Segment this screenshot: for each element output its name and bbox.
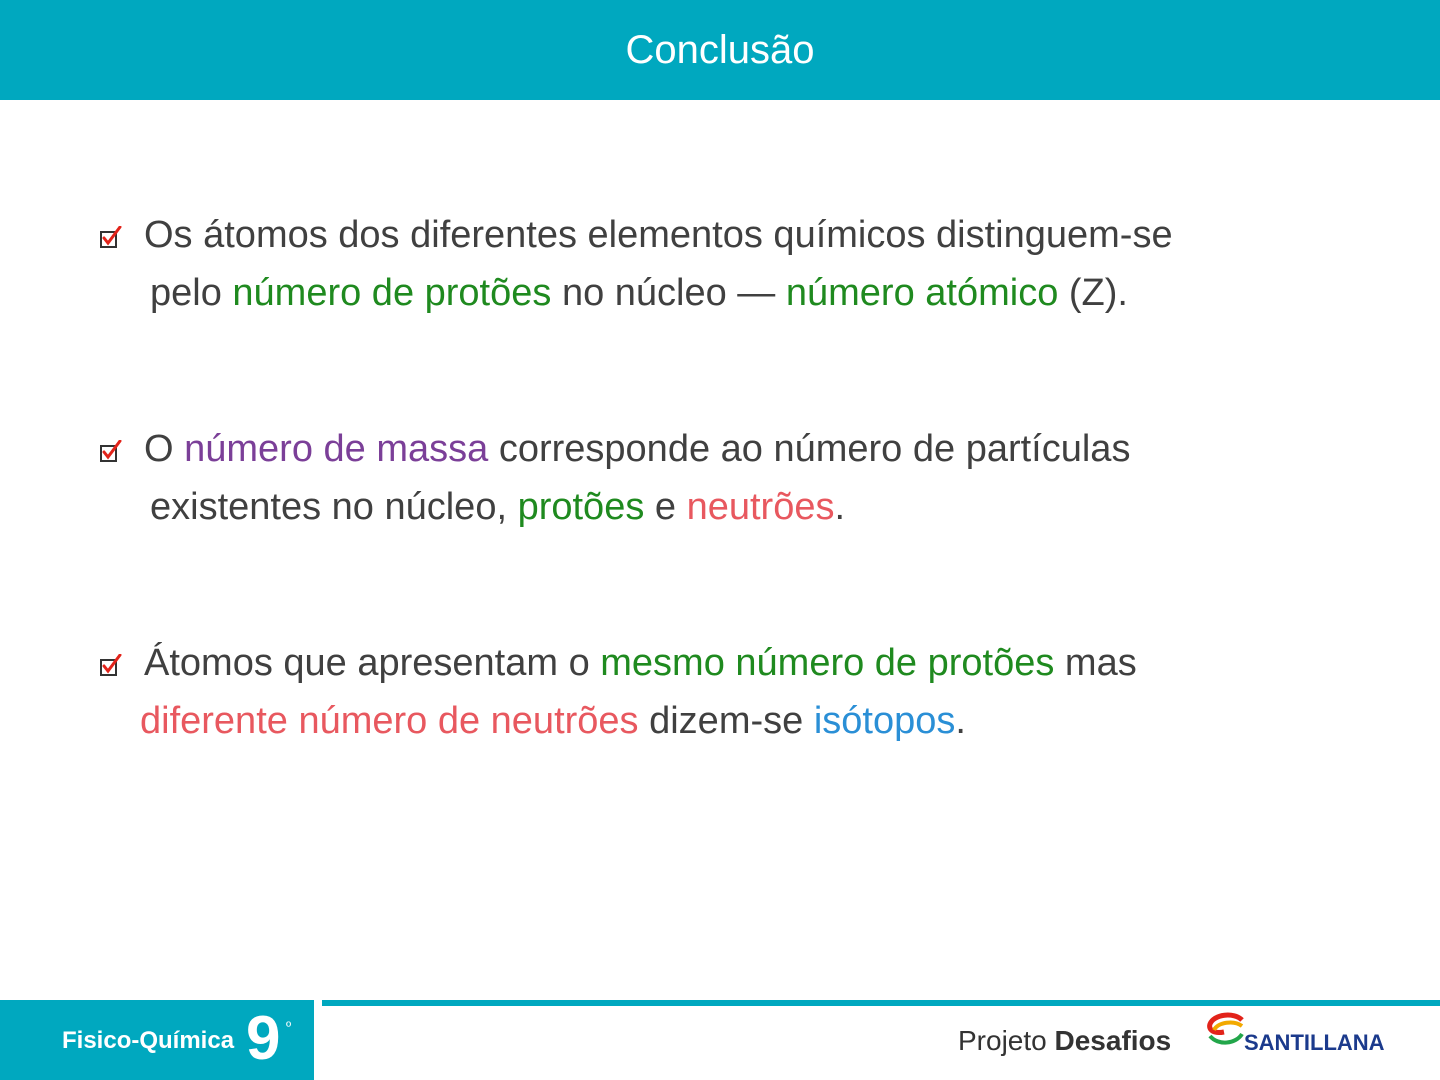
highlight-term: isótopos [813, 700, 956, 742]
bullet-item [96, 206, 1396, 420]
grade-number: 9 [246, 1004, 281, 1073]
footer-stripe [322, 1000, 1440, 1006]
checkbox-check-icon [100, 226, 122, 248]
publisher-logo-icon [1206, 1012, 1246, 1048]
bullet-line: Os átomos dos diferentes elementos químicos distinguem-se [144, 214, 1173, 256]
bullet-item [96, 634, 1396, 848]
footer-divider [314, 1000, 322, 1080]
highlight-term: número atómico [785, 272, 1059, 314]
highlight-term: neutrões [686, 486, 835, 528]
checkbox-check-icon [100, 440, 122, 462]
slide-title: Conclusão [625, 28, 815, 72]
bullet-line: existentes no núcleo, protões e neutrões. [150, 486, 846, 528]
bullet-list [96, 206, 1396, 848]
publisher-name: SANTILLANA [1244, 1030, 1385, 1055]
grade-suffix: º [286, 1018, 292, 1034]
checkbox-check-icon [100, 654, 122, 676]
bullet-line: diferente número de neutrões dizem-se isótopos. [140, 700, 966, 742]
bullet-line: O número de massa corresponde ao número de partículas [144, 428, 1131, 470]
highlight-term: protões [517, 486, 645, 528]
bullet-line: Átomos que apresentam o mesmo número de protões mas [144, 642, 1137, 684]
bullet-item [96, 420, 1396, 634]
highlight-term: diferente número de neutrões [140, 700, 639, 742]
highlight-term: mesmo número de protões [600, 642, 1055, 684]
header-bar [0, 0, 1440, 100]
bullet-line: pelo número de protões no núcleo — número atómico (Z). [150, 272, 1128, 314]
highlight-term: número de massa [184, 428, 489, 470]
highlight-term: número de protões [232, 272, 552, 314]
subject-label: Fisico-Química [62, 1027, 235, 1054]
project-logo: Projeto Desafios [958, 1025, 1172, 1056]
